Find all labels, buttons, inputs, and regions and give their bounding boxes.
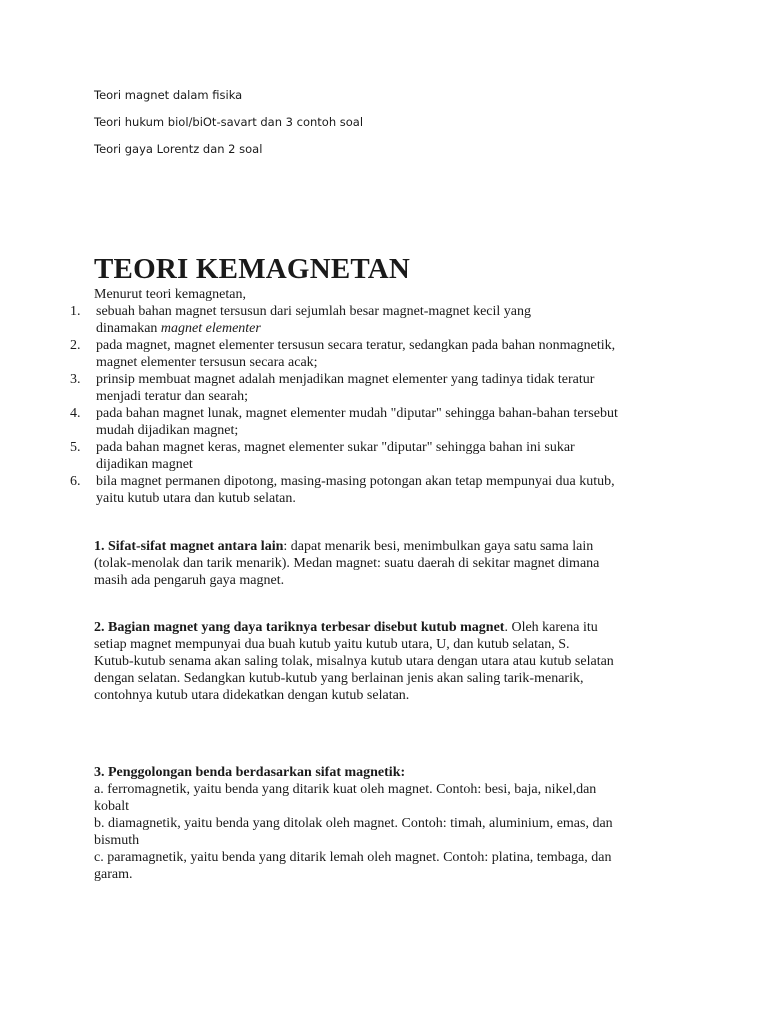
- list-tail: dinamakan: [96, 321, 161, 336]
- list-line: menjadi teratur dan searah;: [96, 389, 248, 404]
- section-sifat-magnet: [94, 538, 684, 589]
- link-teori-biot-savart[interactable]: Teori hukum biol/biOt-savart dan 3 contoh soal: [94, 115, 364, 129]
- list-item: [70, 371, 690, 405]
- link-teori-lorentz[interactable]: Teori gaya Lorentz dan 2 soal: [94, 142, 263, 156]
- section-line: [94, 538, 684, 555]
- section-line: (tolak-menolak dan tarik menarik). Medan magnet: suatu daerah di sekitar magnet dimana: [94, 556, 600, 571]
- section-line: setiap magnet mempunyai dua buah kutub yaitu kutub utara, U, dan kutub selatan, S.: [94, 637, 570, 652]
- list-number: 2.: [70, 338, 81, 353]
- list-line: dijadikan magnet: [96, 457, 193, 472]
- section-heading: 2. Bagian magnet yang daya tariknya terbesar disebut kutub magnet: [94, 620, 505, 635]
- list-line: mudah dijadikan magnet;: [96, 423, 239, 438]
- section-heading: 1. Sifat-sifat magnet antara lain: [94, 539, 284, 554]
- list-item: [70, 303, 690, 337]
- list-line: pada magnet, magnet elementer tersusun secara teratur, sedangkan pada bahan nonmagnetik,: [96, 338, 616, 353]
- section-text: . Oleh karena itu: [504, 620, 598, 635]
- list-text: [94, 337, 690, 371]
- list-number: 4.: [70, 406, 81, 421]
- section-line: dengan selatan. Sedangkan kutub-kutub yang berlainan jenis akan saling tarik-menarik,: [94, 671, 584, 686]
- list-line: sebuah bahan magnet tersusun dari sejumlah besar magnet-magnet kecil yang: [96, 304, 532, 319]
- section-line: masih ada pengaruh gaya magnet.: [94, 573, 285, 588]
- list-line: yaitu kutub utara dan kutub selatan.: [96, 491, 296, 506]
- list-text: [94, 473, 690, 507]
- section-line: [94, 619, 684, 636]
- list-item: [70, 337, 690, 371]
- related-links: [94, 88, 363, 169]
- list-line: pada bahan magnet lunak, magnet elementer mudah "diputar" sehingga bahan-bahan tersebut: [96, 406, 618, 421]
- section-line: kobalt: [94, 799, 129, 814]
- section-penggolongan: [94, 764, 684, 883]
- list-line: pada bahan magnet keras, magnet elementer sukar "diputar" sehingga bahan ini sukar: [96, 440, 575, 455]
- link-teori-magnet[interactable]: Teori magnet dalam fisika: [94, 88, 243, 102]
- list-line: prinsip membuat magnet adalah menjadikan magnet elementer yang tadinya tidak teratur: [96, 372, 595, 387]
- section-line: c. paramagnetik, yaitu benda yang ditarik lemah oleh magnet. Contoh: platina, tembaga, dan: [94, 850, 612, 865]
- list-number: 5.: [70, 440, 81, 455]
- list-item: [70, 405, 690, 439]
- section-line: contohnya kutub utara didekatkan dengan kutub selatan.: [94, 688, 410, 703]
- list-number: 6.: [70, 474, 81, 489]
- list-item: [70, 439, 690, 473]
- page-title: TEORI KEMAGNETAN: [94, 253, 411, 285]
- list-line: [96, 320, 690, 337]
- section-line: bismuth: [94, 833, 140, 848]
- section-line: [94, 764, 684, 781]
- list-item: [70, 473, 690, 507]
- list-number: 1.: [70, 304, 81, 319]
- list-text: [94, 303, 690, 337]
- section-line: a. ferromagnetik, yaitu benda yang ditarik kuat oleh magnet. Contoh: besi, baja, nikel,dan: [94, 782, 597, 797]
- list-text: [94, 405, 690, 439]
- section-text: : dapat menarik besi, menimbulkan gaya satu sama lain: [283, 539, 594, 554]
- list-emphasis: magnet elementer: [160, 321, 261, 336]
- section-line: Kutub-kutub senama akan saling tolak, misalnya kutub utara dengan utara atau kutub selatan: [94, 654, 614, 669]
- theory-list: [70, 303, 690, 507]
- list-text: [94, 371, 690, 405]
- list-number: 3.: [70, 372, 81, 387]
- section-heading: 3. Penggolongan benda berdasarkan sifat magnetik:: [94, 765, 406, 780]
- section-kutub-magnet: [94, 619, 684, 704]
- section-line: b. diamagnetik, yaitu benda yang ditolak oleh magnet. Contoh: timah, aluminium, emas, dan: [94, 816, 613, 831]
- list-line: bila magnet permanen dipotong, masing-masing potongan akan tetap mempunyai dua kutub,: [96, 474, 615, 489]
- list-text: [94, 439, 690, 473]
- list-line: magnet elementer tersusun secara acak;: [96, 355, 318, 370]
- section-line: garam.: [94, 867, 133, 882]
- intro-text: Menurut teori kemagnetan,: [94, 287, 247, 302]
